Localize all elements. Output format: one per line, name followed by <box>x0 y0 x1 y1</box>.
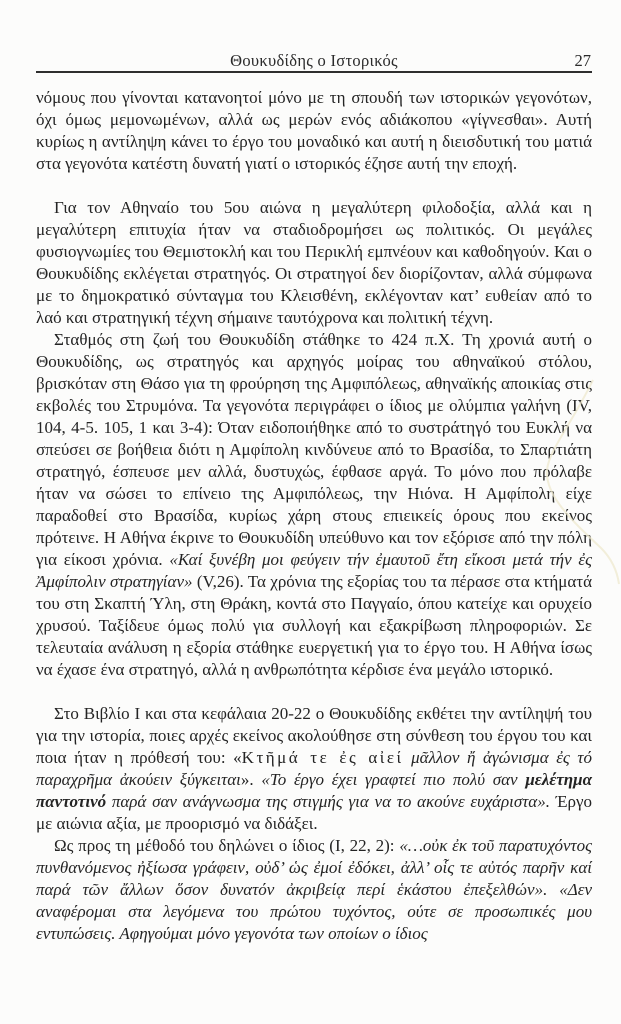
paragraph <box>36 197 592 329</box>
text-run: μᾶλλον ἤ ἀγώνισμα ἐς τό παραχρῆμα ἀκούειν ξύγκειται <box>36 748 592 789</box>
text-run: ». <box>240 770 262 789</box>
paragraph <box>36 835 592 945</box>
page-body <box>36 87 592 945</box>
text-run: «Το έργο έχει γραφτεί πιο πολύ σαν <box>261 770 526 789</box>
text-run: μελέτημα παντοτινό <box>36 770 592 811</box>
text-run: παρά σαν ανάγνωσμα της στιγμής για να το ακούνε ευχάριστα». <box>106 792 550 811</box>
text-run: Για τον Αθηναίο του 5ου αιώνα η μεγαλύτερη φιλοδοξία, αλλά και η μεγαλύτερη επιτυχία ήταν να σταδιοδρομήσει ως πολιτικός. Οι μεγάλες φυσιογνωμίες του Θεμιστοκλή και του Περικλή εμπνέουν και καθοδηγούν. Και ο Θουκυδίδης εκλέγεται στρατηγός. Οι στρατηγοί δεν διορίζονταν, αλλά σύμφωνα με το δημοκρατικό σύνταγμα του Κλεισθένη, εκλέγονταν κατ’ ευθείαν από το λαό και στρατηγική τέχνη σήμαινε ταυτόχρονα και πολιτική τέχνη. <box>36 198 592 327</box>
text-run: «Καί ξυνέβη μοι φεύγειν τήν ἐμαυτοῦ ἔτη εἴκοσι μετά τήν ἐς Ἀμφίπολιν στρατηγίαν» <box>36 550 592 591</box>
text-run: «Δεν αναφέρομαι στα λεγόμενα του πρώτου τυχόντος, ούτε σε προσωπικές μου εντυπώσεις. Αφηγούμαι μόνο γεγονότα των οποίων ο ίδιος <box>36 880 592 943</box>
running-title: Θουκυδίδης ο Ιστορικός <box>230 51 398 70</box>
paragraph <box>36 703 592 835</box>
text-run: Κτῆμά τε ἐς αἰεί <box>241 748 404 767</box>
paragraph <box>36 329 592 681</box>
page-number: 27 <box>574 51 591 70</box>
text-run: νόμους που γίνονται κατανοητοί μόνο με τη σπουδή των ιστορικών γεγονότων, όχι όμως μεμονωμένων, αλλά ως μερών ενός αδιάκοπου «γίγνεσθαι». Αυτή κυρίως η αντίληψη κάνει το έργο του μοναδικό και αυτή η διεισδυτική του ματιά στα γεγονότα κατέστη δυνατή γιατί ο ιστορικός έζησε αυτή την εποχή. <box>36 88 592 173</box>
text-run: (V,26). Τα χρόνια της εξορίας του τα πέρασε στα κτήματά του στη Σκαπτή Ύλη, στη Θράκη, κοντά στο Παγγαίο, όπου κατείχε και ορυχείο χρυσού. Ταξίδευε όμως πολύ για συλλογή και εξακρίβωση πληροφοριών. Σε τελευταία ανάλυση η εξορία στάθηκε ευεργετική για το έργο του. Η Αθήνα ίσως να έχασε ένα στρατηγό, αλλά η ανθρωπότητα κέρδισε ένα μεγάλο ιστορικό. <box>36 572 592 679</box>
page-header <box>36 51 592 73</box>
paragraph <box>36 87 592 175</box>
text-run: Στο Βιβλίο Ι και στα κεφάλαια 20-22 ο Θουκυδίδης εκθέτει την αντίληψή του για την ιστορία, ποιες αρχές εκείνος ακολούθησε στη σύνθεση του έργου του και ποια ήταν η πρόθεσή του: « <box>36 704 592 767</box>
text-run: Σταθμός στη ζωή του Θουκυδίδη στάθηκε το 424 π.Χ. Τη χρονιά αυτή ο Θουκυδίδης, ως στρατηγός και αρχηγός μοίρας του αθηναϊκού στόλου, βρισκόταν στη Θάσο για τη φρούρηση της Αμφιπόλεως, αθηναϊκής αποικίας στις εκβολές του Στρυμόνα. Τα γεγονότα περιγράφει ο ίδιος με ολύμπια γαλήνη (IV, 104, 4-5. 105, 1 και 3-4): Όταν ειδοποιήθηκε από το συστράτηγό του Ευκλή να σπεύσει σε βοήθεια διότι η Αμφίπολη κινδύνευε από το Βρασίδα, το Σπαρτιάτη στρατηγό, έσπευσε μεν αλλά, δυστυχώς, έφθασε αργά. Το μόνο που πρόλαβε ήταν να σώσει το επίνειο της Αμφιπόλεως, την Ηιόνα. Η Αμφίπολη είχε παραδοθεί στο Βρασίδα, κυρίως χάρη στους επιεικείς όρους που εκείνος πρότεινε. Η Αθήνα έκρινε το Θουκυδίδη υπεύθυνο και τον εξόρισε από την πόλη για είκοσι χρόνια. <box>36 330 592 569</box>
text-run: Ως προς τη μέθοδό του δηλώνει ο ίδιος (I, 22, 2): <box>54 836 400 855</box>
text-run: «…οὐκ ἐκ τοῦ παρατυχόντος πυνθανόμενος ἠξίωσα γράφειν, οὐδ’ ὡς ἐμοί ἐδόκει, ἀλλ’ οἷς τε αὐτός παρῆν καί παρά τῶν ἄλλων ὅσον δυνατόν ἀκριβείᾳ περί ἑκάστου ἐπεξελθών». <box>36 836 592 899</box>
text-run: Έργο με αιώνια αξία, με προορισμό να διδάξει. <box>36 792 592 833</box>
